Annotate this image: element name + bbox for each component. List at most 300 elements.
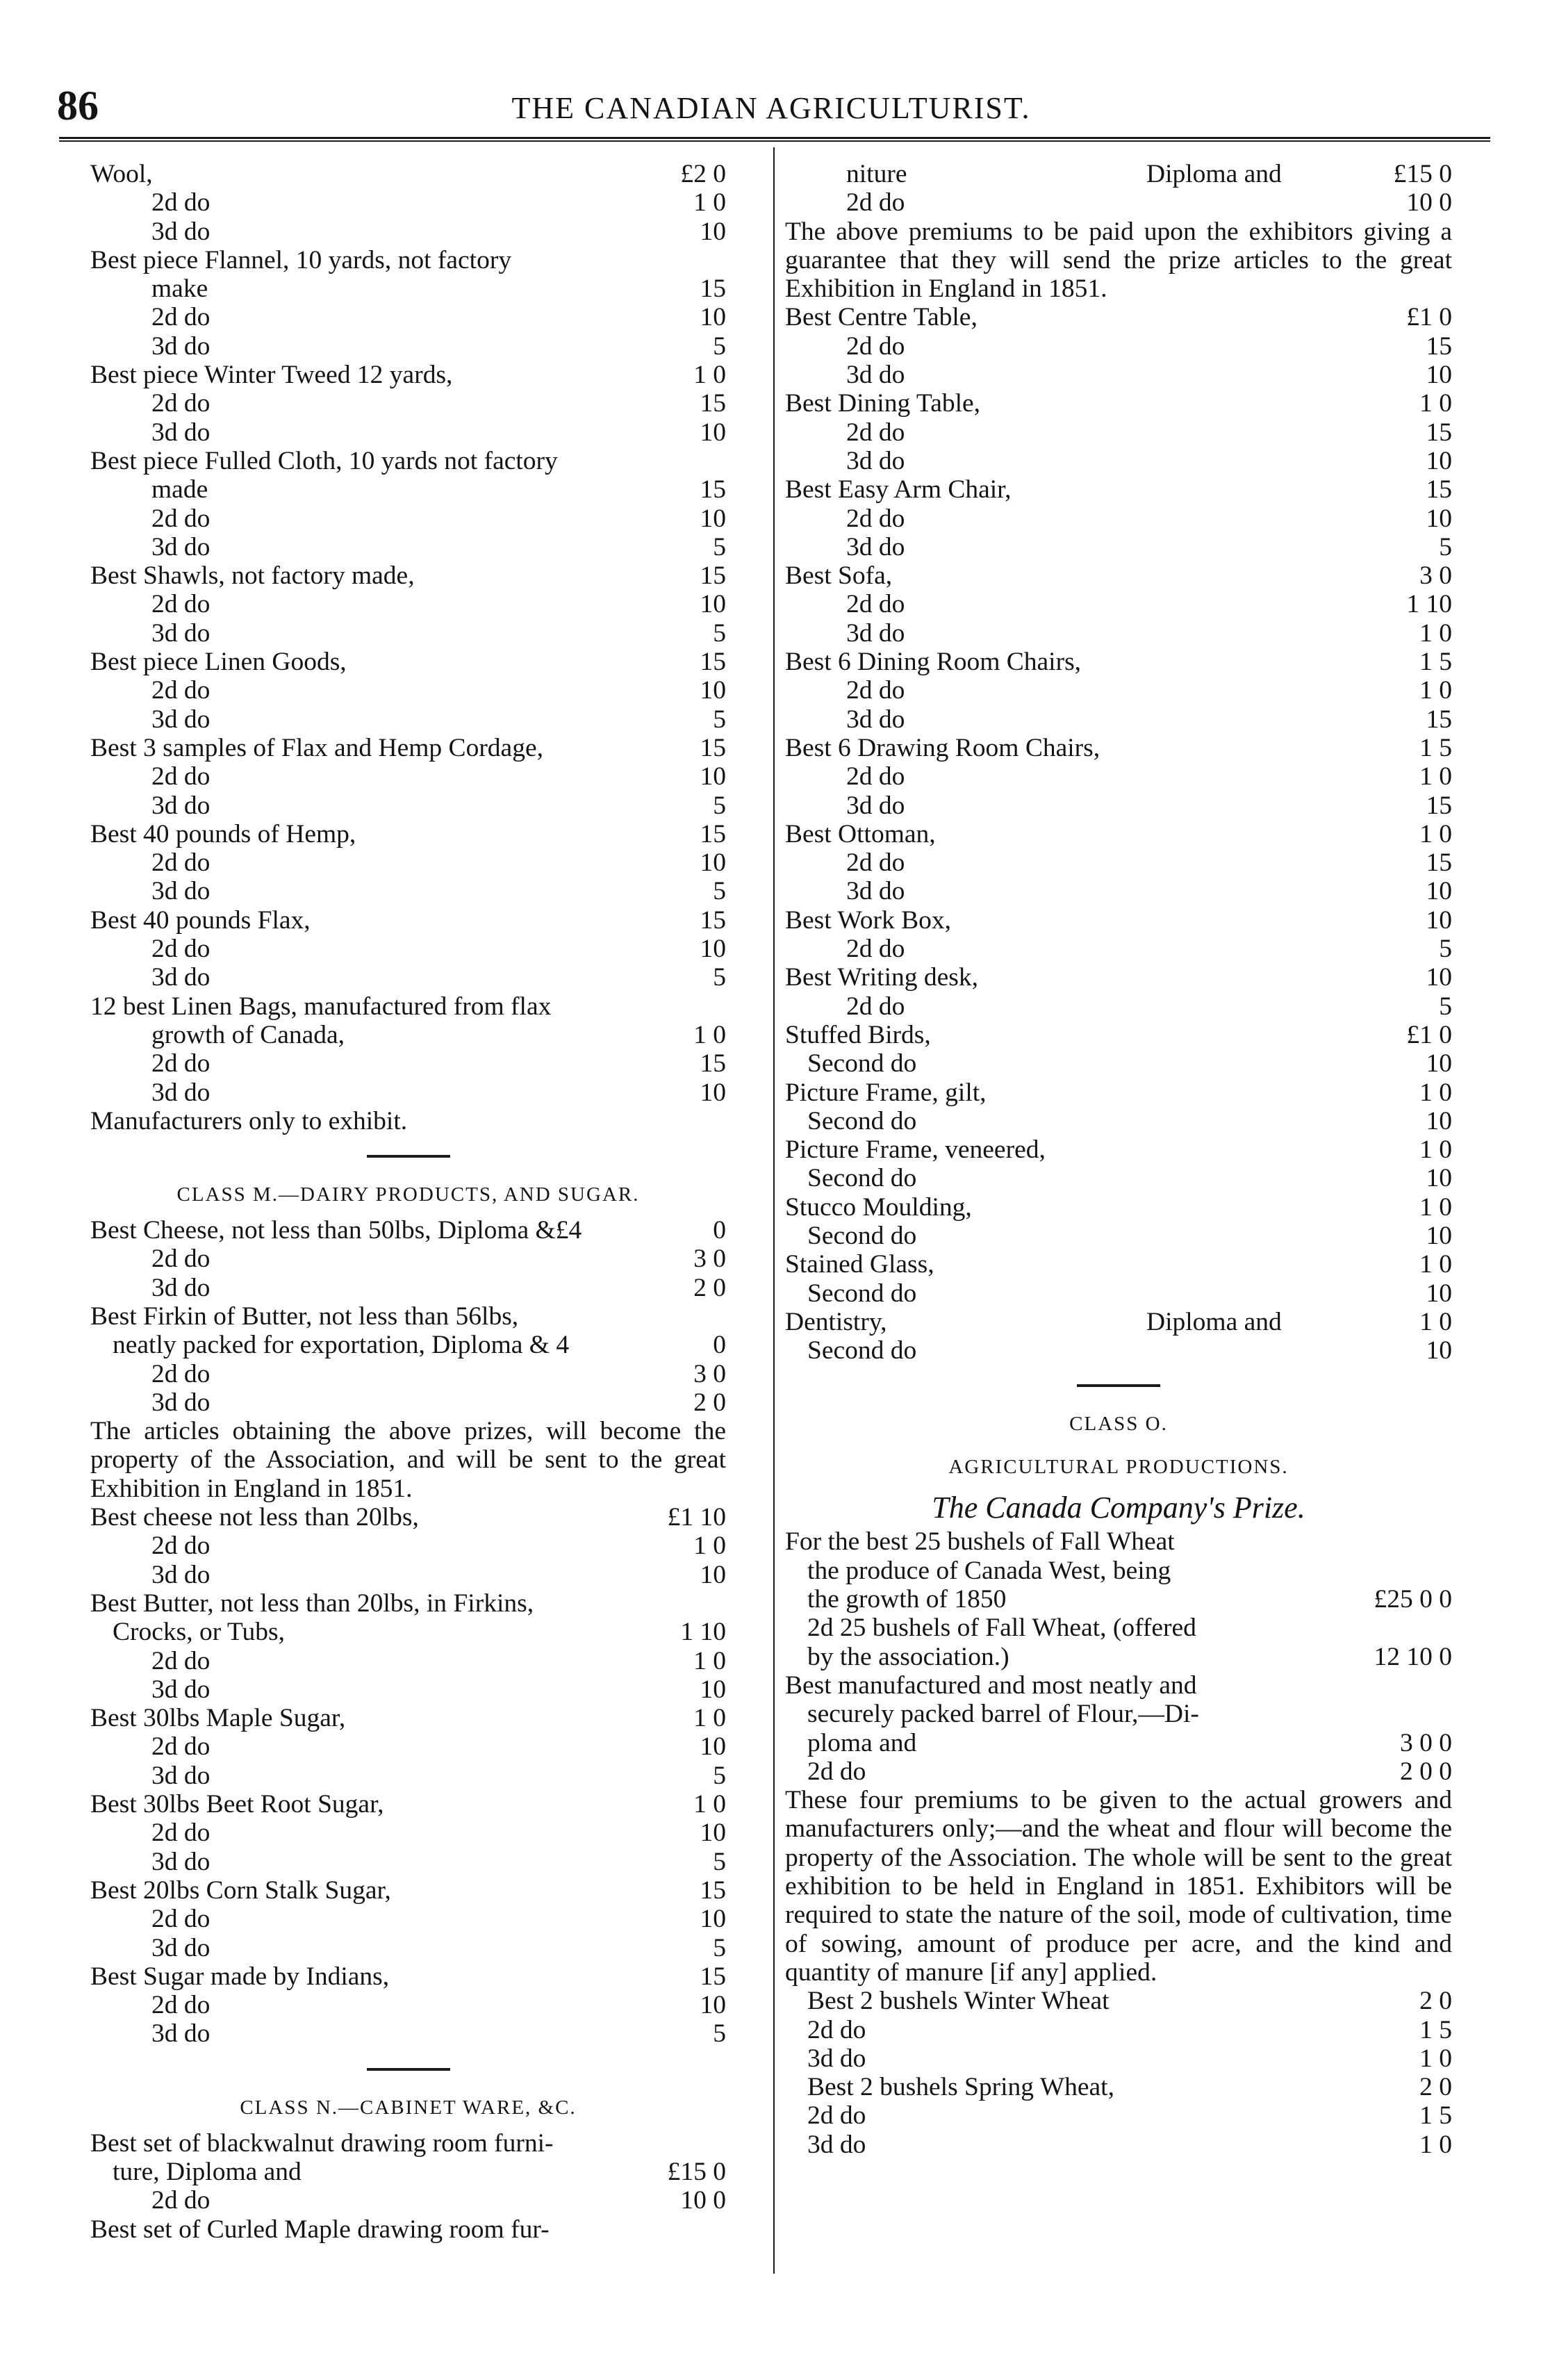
prize-amount: 10 (700, 1905, 726, 1934)
prize-entry (785, 1107, 1452, 1135)
prize-list (90, 2129, 726, 2244)
prize-amount: £1 0 (1406, 1020, 1452, 1049)
prize-entry (90, 1360, 726, 1388)
prize-amount: 1 0 (693, 1790, 726, 1819)
prize-entry (785, 2016, 1452, 2044)
prize-amount: 1 0 (1419, 1078, 1452, 1107)
prize-label: the produce of Canada West, being (807, 1556, 1171, 1585)
prize-entry (785, 1308, 1452, 1336)
prize-entry (90, 1876, 726, 1905)
prize-entry (785, 762, 1452, 791)
prize-amount: 15 (1426, 791, 1452, 820)
left-column (90, 160, 726, 2244)
prize-entry (90, 1302, 726, 1331)
prize-label: 2d do (846, 848, 905, 878)
prize-entry (785, 447, 1452, 475)
prize-entry (785, 2044, 1452, 2073)
prize-label: 12 best Linen Bags, manufactured from flax (90, 992, 552, 1021)
prize-amount: 1 5 (1419, 2101, 1452, 2131)
prize-label: 3d do (151, 963, 211, 992)
prize-label: 2d do (151, 1646, 211, 1675)
prize-label: Best Writing desk, (785, 963, 978, 992)
prize-amount: 10 (700, 762, 726, 791)
prize-label: 3d do (807, 2130, 866, 2159)
prize-label: by the association.) (807, 1642, 1009, 1671)
prize-label: Second do (807, 1164, 917, 1193)
prize-label: 2d do (151, 1359, 211, 1388)
prize-entry (785, 848, 1452, 877)
prize-amount: 1 0 (1419, 2044, 1452, 2073)
prize-entry (785, 389, 1452, 418)
prize-amount: 10 (700, 303, 726, 332)
prize-amount: 1 0 (1419, 618, 1452, 648)
prize-amount: 10 (700, 1560, 726, 1589)
prize-entry (785, 1135, 1452, 1164)
prize-label: neatly packed for exportation, Diploma & 4 (113, 1331, 570, 1360)
prize-amount: 1 0 (693, 1020, 726, 1049)
prize-amount: £15 0 (1393, 160, 1452, 188)
prize-label: Best 40 pounds of Hemp, (90, 819, 356, 848)
prize-entry (785, 619, 1452, 648)
prize-entry (90, 447, 726, 475)
prize-entry (90, 418, 726, 447)
prize-amount: 15 (1426, 848, 1452, 878)
prize-label: the growth of 1850 (807, 1585, 1007, 1614)
prize-label: 2d do (151, 762, 211, 791)
prize-entry (785, 992, 1452, 1021)
prize-label: 2d do (846, 762, 905, 791)
prize-entry (90, 734, 726, 762)
prize-amount: 0 (713, 1331, 726, 1360)
prize-amount: £1 0 (1406, 303, 1452, 332)
prize-label: Best 6 Drawing Room Chairs, (785, 733, 1100, 762)
prize-label: 2d do (807, 2101, 866, 2131)
prize-label: Best 40 pounds Flax, (90, 905, 311, 935)
prize-amount: 1 5 (1419, 648, 1452, 677)
prize-label: 3d do (151, 1078, 211, 1107)
prize-label: Second do (807, 1221, 917, 1250)
prize-label: 3d do (151, 1388, 211, 1417)
prize-amount: 3 0 (693, 1245, 726, 1274)
prize-label: Stuffed Birds, (785, 1020, 931, 1049)
prize-label: 2d do (151, 1905, 211, 1934)
prize-amount: 1 0 (693, 361, 726, 390)
prize-label: Second do (807, 1106, 917, 1135)
prize-label: Best 2 bushels Spring Wheat, (807, 2073, 1114, 2102)
class-n-heading: CLASS N.—CABINET WARE, &C. (240, 2096, 577, 2119)
prize-amount: 5 (713, 331, 726, 361)
prize-amount: 10 (700, 418, 726, 447)
prize-entry (90, 1078, 726, 1107)
prize-amount: 15 (700, 819, 726, 848)
prize-entry (785, 1557, 1452, 1585)
prize-amount: 1 0 (693, 1646, 726, 1675)
prize-amount: 5 (1439, 992, 1452, 1021)
prize-amount: 1 5 (1419, 2015, 1452, 2044)
prize-entry (90, 1331, 726, 1359)
prize-label: Best manufactured and most neatly and (785, 1671, 1197, 1700)
prize-entry (90, 1905, 726, 1933)
prize-amount: 10 0 (680, 2186, 726, 2215)
prize-label: Best Butter, not less than 20lbs, in Firkins, (90, 1589, 534, 1618)
prize-entry (785, 705, 1452, 734)
prize-label: ploma and (807, 1728, 917, 1757)
prize-label: Best 2 bushels Winter Wheat (807, 1987, 1110, 2016)
prize-amount: 1 0 (1419, 1307, 1452, 1336)
prize-entry (90, 1762, 726, 1790)
prize-amount: 5 (713, 618, 726, 648)
prize-entry (90, 1647, 726, 1675)
prize-amount: 1 0 (693, 1532, 726, 1561)
prize-amount: 1 0 (1419, 389, 1452, 418)
prize-amount: 10 (1426, 1279, 1452, 1308)
prize-entry (90, 1274, 726, 1302)
prize-amount: 0 (713, 1216, 726, 1245)
prize-entry (785, 1585, 1452, 1614)
prize-label: 2d do (151, 504, 211, 533)
prize-entry (90, 332, 726, 361)
prize-entry (90, 1704, 726, 1732)
prize-entry (90, 1561, 726, 1589)
prize-entry (785, 590, 1452, 618)
prize-amount: 1 0 (1419, 2130, 1452, 2159)
prize-label: 3d do (807, 2044, 866, 2073)
prize-label: Best Work Box, (785, 905, 952, 935)
prize-entry (785, 1527, 1452, 1556)
prize-label: Best Dining Table, (785, 389, 981, 418)
prize-entry (90, 533, 726, 561)
prize-label: Best Cheese, not less than 50lbs, Diploma &£4 (90, 1216, 582, 1245)
prize-label: 2d do (846, 992, 905, 1021)
prize-entry (90, 1021, 726, 1049)
prize-amount: £1 10 (667, 1503, 726, 1532)
prize-entry (90, 963, 726, 992)
prize-label: 2d do (846, 590, 905, 619)
prize-entry (90, 2186, 726, 2215)
prize-amount: 1 0 (693, 188, 726, 218)
prize-entry (90, 274, 726, 303)
prize-amount: 3 0 0 (1400, 1728, 1452, 1757)
page-header (49, 82, 1494, 131)
prize-amount: 15 (700, 475, 726, 504)
class-o-subheading: AGRICULTURAL PRODUCTIONS. (948, 1456, 1289, 1479)
prize-list (785, 1527, 1452, 1786)
prize-entry (90, 1790, 726, 1819)
section-rule (1077, 1384, 1160, 1387)
prize-entry (90, 992, 726, 1021)
prize-entry (90, 1618, 726, 1646)
prize-entry (785, 877, 1452, 905)
prize-entry (90, 935, 726, 963)
prize-label: Manufacturers only to exhibit. (90, 1106, 408, 1135)
prize-entry (90, 561, 726, 590)
prize-entry (785, 1222, 1452, 1250)
prize-label: Best Shawls, not factory made, (90, 561, 415, 591)
prize-amount: 5 (713, 2019, 726, 2049)
prize-amount: 2 0 (693, 1388, 726, 1417)
prize-amount: 10 (1426, 963, 1452, 992)
prize-label: 2d do (151, 303, 211, 332)
prize-label: Best Sugar made by Indians, (90, 1962, 390, 1991)
prize-entry (785, 418, 1452, 447)
prize-amount: 15 (1426, 475, 1452, 504)
prize-entry (90, 2158, 726, 2186)
prize-label: Stained Glass, (785, 1250, 934, 1279)
prize-amount: 10 (1426, 1336, 1452, 1365)
prize-label: 3d do (846, 532, 905, 561)
prize-label: 3d do (151, 217, 211, 246)
prize-entry (90, 2215, 726, 2244)
prize-amount: 5 (713, 1933, 726, 1962)
header-rule (59, 137, 1490, 142)
prize-label: Best Sofa, (785, 561, 893, 591)
prize-entry (785, 1078, 1452, 1107)
prize-title: The Canada Company's Prize. (932, 1491, 1305, 1525)
prize-amount: 10 (700, 504, 726, 533)
prize-label: Second do (807, 1336, 917, 1365)
prize-label: 2d do (151, 188, 211, 218)
prize-entry (90, 619, 726, 648)
prize-entry (785, 1336, 1452, 1365)
prize-label: Best 30lbs Beet Root Sugar, (90, 1790, 384, 1819)
prize-amount: 15 (700, 733, 726, 762)
prize-label: make (151, 274, 208, 304)
prize-entry (90, 160, 726, 188)
prize-entry (90, 1532, 726, 1560)
prize-amount: 15 (700, 389, 726, 418)
prize-label: 2d do (151, 935, 211, 964)
prize-entry (90, 389, 726, 418)
prize-amount: 15 (700, 1049, 726, 1078)
prize-label: 2d do (151, 676, 211, 705)
prize-amount: 15 (1426, 705, 1452, 734)
prize-amount: £2 0 (680, 160, 726, 188)
prize-amount: 10 (700, 676, 726, 705)
class-o-heading: CLASS O. (1069, 1413, 1168, 1436)
prize-qualifier: Diploma and (1146, 1307, 1282, 1336)
prize-label: Best set of blackwalnut drawing room furni- (90, 2128, 554, 2158)
prize-amount: 1 0 (693, 1704, 726, 1733)
premium-note: The above premiums to be paid upon the exhibitors giving a guarantee that they will send the prize articles to the great Exhibition in England in 1851. (785, 217, 1452, 304)
prize-label: Best Firkin of Butter, not less than 56lbs, (90, 1302, 519, 1331)
prize-label: 2d do (846, 935, 905, 964)
prize-entry (90, 1245, 726, 1273)
prize-label: 2d do (846, 504, 905, 533)
prize-list (90, 1216, 726, 1417)
prize-entry (90, 504, 726, 533)
prize-label: 3d do (151, 705, 211, 734)
prize-label: 3d do (846, 791, 905, 820)
prize-entry (785, 160, 1452, 188)
prize-label: Best 3 samples of Flax and Hemp Cordage, (90, 733, 543, 762)
prize-label: Best piece Winter Tweed 12 yards, (90, 361, 453, 390)
prize-entry (90, 188, 726, 217)
prize-label: Best piece Linen Goods, (90, 648, 347, 677)
prize-entry (785, 504, 1452, 533)
prize-amount: 1 0 (1419, 819, 1452, 848)
prize-amount: 1 0 (1419, 676, 1452, 705)
prize-amount: 10 (700, 935, 726, 964)
prize-label: 2d do (151, 1049, 211, 1078)
prize-label: 2d do (151, 1245, 211, 1274)
prize-entry (785, 963, 1452, 992)
prize-amount: 10 (700, 590, 726, 619)
prize-label: 2d 25 bushels of Fall Wheat, (offered (807, 1614, 1196, 1643)
prize-entry (785, 1279, 1452, 1308)
prize-label: Best set of Curled Maple drawing room fur- (90, 2215, 550, 2244)
prize-label: Picture Frame, veneered, (785, 1135, 1046, 1165)
prize-amount: 15 (700, 648, 726, 677)
prize-amount: 5 (713, 1761, 726, 1790)
prize-entry (785, 533, 1452, 561)
prize-amount: £15 0 (667, 2158, 726, 2186)
prize-label: Second do (807, 1279, 917, 1308)
prize-amount: 10 (1426, 446, 1452, 475)
prize-amount: 1 10 (680, 1618, 726, 1647)
prize-amount: 5 (1439, 935, 1452, 964)
prize-entry (90, 1503, 726, 1532)
prize-amount: 1 0 (1419, 1192, 1452, 1222)
prize-amount: 10 (1426, 905, 1452, 935)
section-rule (367, 1155, 450, 1158)
right-column (785, 160, 1452, 2159)
prize-label: 2d do (151, 1532, 211, 1561)
prize-amount: 1 0 (1419, 1135, 1452, 1165)
prize-entry (785, 2131, 1452, 2159)
prize-label: 3d do (151, 1933, 211, 1962)
class-m-heading: CLASS M.—DAIRY PRODUCTS, AND SUGAR. (176, 1183, 640, 1206)
prize-label: 3d do (151, 1761, 211, 1790)
journal-title: THE CANADIAN AGRICULTURIST. (511, 91, 1031, 125)
prize-amount: 2 0 (1419, 2073, 1452, 2102)
prize-entry (785, 561, 1452, 590)
prize-label: 3d do (151, 418, 211, 447)
prize-entry (785, 303, 1452, 331)
prize-label: 2d do (846, 676, 905, 705)
prize-label: ture, Diploma and (113, 2158, 302, 2186)
prize-entry (785, 676, 1452, 705)
prize-entry (785, 734, 1452, 762)
prize-entry (785, 475, 1452, 504)
prize-amount: 10 (700, 1078, 726, 1107)
prize-entry (90, 1991, 726, 2019)
prize-amount: 5 (1439, 532, 1452, 561)
prize-amount: 3 0 (1419, 561, 1452, 591)
prize-label: Best piece Fulled Cloth, 10 yards not factory (90, 446, 558, 475)
prize-entry (785, 1671, 1452, 1700)
prize-label: 2d do (846, 331, 905, 361)
prize-label: Best Centre Table, (785, 303, 978, 332)
prize-amount: 15 (700, 1876, 726, 1905)
prize-label: 3d do (846, 446, 905, 475)
prize-entry (90, 762, 726, 791)
prize-entry (785, 906, 1452, 935)
prize-entry (785, 1049, 1452, 1078)
prize-label: 3d do (151, 1560, 211, 1589)
dairy-note: The articles obtaining the above prizes, will become the property of the Association, and will be sent to the great Exhibition in England in 1851. (90, 1417, 726, 1503)
prize-entry (785, 1643, 1452, 1671)
prize-entry (90, 820, 726, 848)
prize-entry (785, 1250, 1452, 1279)
prize-label: Second do (807, 1049, 917, 1078)
prize-label: 3d do (151, 2019, 211, 2049)
prize-amount: 10 (700, 1819, 726, 1848)
prize-amount: 2 0 (693, 1273, 726, 1302)
prize-list (785, 160, 1452, 218)
prize-label: growth of Canada, (151, 1020, 345, 1049)
prize-entry (785, 791, 1452, 820)
prize-label: 2d do (151, 1991, 211, 2020)
prize-entry (90, 1675, 726, 1704)
prize-entry (90, 1962, 726, 1991)
prize-amount: 15 (1426, 418, 1452, 447)
prize-amount: 5 (713, 877, 726, 906)
prize-label: 2d do (151, 389, 211, 418)
prize-label: Wool, (90, 160, 153, 188)
prize-label: securely packed barrel of Flour,—Di- (807, 1700, 1199, 1729)
prize-label: Best piece Flannel, 10 yards, not factory (90, 245, 512, 274)
prize-entry (90, 2019, 726, 2048)
prize-label: 2d do (151, 1819, 211, 1848)
prize-amount: 1 0 (1419, 762, 1452, 791)
prize-label: 3d do (151, 331, 211, 361)
prize-amount: 15 (700, 905, 726, 935)
prize-entry (90, 1216, 726, 1245)
prize-amount: 15 (700, 1962, 726, 1991)
prize-entry (90, 1388, 726, 1417)
prize-entry (90, 2129, 726, 2158)
prize-entry (785, 1021, 1452, 1049)
prize-amount: 5 (713, 1847, 726, 1876)
prize-label: made (151, 475, 208, 504)
prize-label: Best Ottoman, (785, 819, 936, 848)
prize-label: 3d do (846, 618, 905, 648)
prize-entry (785, 1164, 1452, 1192)
prize-amount: 10 (700, 1675, 726, 1704)
prize-entry (90, 1589, 726, 1618)
prize-entry (90, 676, 726, 705)
prize-amount: 10 (1426, 1221, 1452, 1250)
prize-amount: 3 0 (693, 1359, 726, 1388)
prize-label: 3d do (151, 1675, 211, 1704)
prize-label: 3d do (151, 877, 211, 906)
prize-label: Best 6 Dining Room Chairs, (785, 648, 1082, 677)
prize-amount: 12 10 0 (1374, 1642, 1452, 1671)
prize-amount: 15 (700, 561, 726, 591)
prize-entry (90, 590, 726, 618)
prize-amount: 15 (1426, 331, 1452, 361)
page-number: 86 (57, 83, 99, 129)
prize-entry (785, 1987, 1452, 2015)
prize-entry (90, 246, 726, 274)
prize-label: Best 30lbs Maple Sugar, (90, 1704, 346, 1733)
prize-entry (785, 1700, 1452, 1728)
prize-label: 3d do (846, 877, 905, 906)
prize-label: 3d do (846, 705, 905, 734)
prize-entry (785, 820, 1452, 848)
prize-amount: 5 (713, 791, 726, 820)
prize-entry (785, 648, 1452, 676)
prize-entry (785, 1729, 1452, 1757)
prize-amount: 10 0 (1406, 188, 1452, 218)
prize-entry (90, 361, 726, 389)
prize-label: Stucco Moulding, (785, 1192, 972, 1222)
prize-entry (90, 1934, 726, 1962)
prize-amount: 2 0 (1419, 1987, 1452, 2016)
prize-label: 3d do (846, 361, 905, 390)
prize-label: 2d do (807, 1757, 866, 1786)
prize-label: 2d do (151, 848, 211, 878)
